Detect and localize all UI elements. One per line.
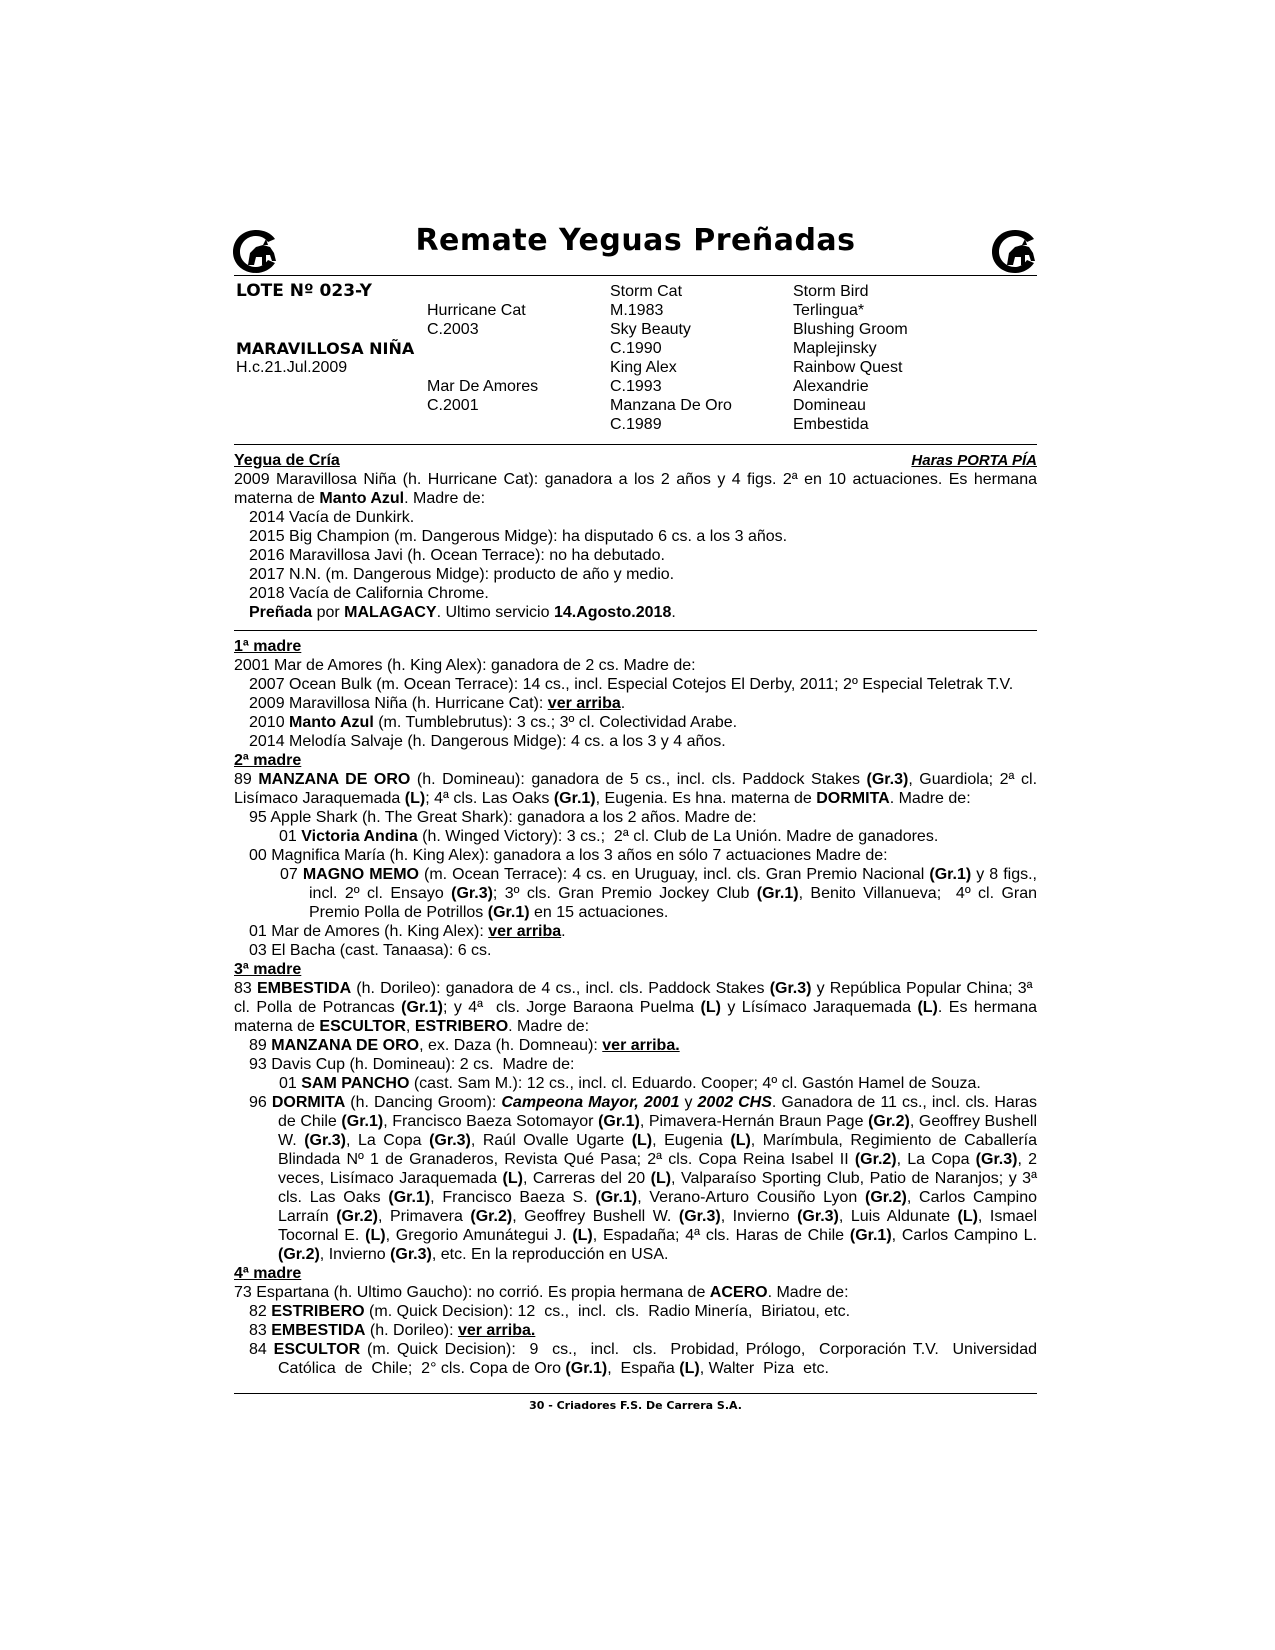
list-item: 2014 Vacía de Dunkirk.	[249, 509, 415, 526]
list-item: 2015 Big Champion (m. Dangerous Midge): ha disputado 6 cs. a los 3 años.	[249, 528, 788, 545]
sire-info: C.2003	[427, 321, 479, 338]
document-page	[234, 225, 1037, 1386]
section-heading: 2ª madre	[234, 752, 302, 769]
pedigree-entry: Rainbow Quest	[793, 359, 903, 376]
pedigree-entry: King Alex	[610, 359, 677, 376]
list-item: 89 MANZANA DE ORO, ex. Daza (h. Domneau): ver arriba.	[249, 1037, 680, 1054]
list-item: 03 El Bacha (cast. Tanaasa): 6 cs.	[249, 942, 492, 959]
dam-name: Mar De Amores	[427, 378, 539, 395]
list-item: 01 Victoria Andina (h. Winged Victory): 3 cs.; 2ª cl. Club de La Unión. Madre de ganadores.	[279, 828, 939, 845]
list-item: 2017 N.N. (m. Dangerous Midge): producto de año y medio.	[249, 566, 675, 583]
list-item: 2014 Melodía Salvaje (h. Dangerous Midge): 4 cs. a los 3 y 4 años.	[249, 733, 726, 750]
pedigree-entry: Storm Cat	[610, 283, 683, 300]
list-item: 2018 Vacía de California Chrome.	[249, 585, 489, 602]
yegua-de-cria-section	[234, 445, 1037, 631]
dam-info: C.2001	[427, 397, 479, 414]
section-heading: 3ª madre	[234, 961, 302, 978]
pedigree-entry: M.1983	[610, 302, 664, 319]
pedigree-entry: C.1990	[610, 340, 662, 357]
pedigree-entry: Sky Beauty	[610, 321, 691, 338]
pedigree-entry: C.1989	[610, 416, 662, 433]
list-item: 96 DORMITA (h. Dancing Groom): Campeona Mayor, 2001 y 2002 CHS. Ganadora de 11 cs., incl. cls. Haras de Chile (Gr.1), Francisco Baeza Sotomayor (Gr.1), Pimavera-Hernán Braun Page (Gr.2), Geoffrey Bushell W. (Gr.3), La Copa (Gr.3), Raúl Ovalle Ugarte (L), Eugenia (L), Marímbula, Regimiento de Caballería Blindada Nº 1 de Granaderos, Revista Qué Pasa; 2ª cls. Copa Reina Isabel II (Gr.2), La Copa (Gr.3), 2 veces, Lisímaco Jaraquemada (L), Carreras del 20 (L), Valparaíso Sporting Club, Patio de Naranjos; y 3ª cls. Las Oaks (Gr.1), Francisco Baeza S. (Gr.1), Verano-Arturo Cousiño Lyon (Gr.2), Carlos Campino Larraín (Gr.2), Primavera (Gr.2), Geoffrey Bushell W. (Gr.3), Invierno (Gr.3), Luis Aldunate (L), Ismael Tocornal E. (L), Gregorio Amunátegui J. (L), Espadaña; 4ª cls. Haras de Chile (Gr.1), Carlos Campino L. (Gr.2), Invierno (Gr.3), etc. En la reproducción en USA.	[249, 1094, 1038, 1263]
page-footer: 30 - Criadores F.S. De Carrera S.A.	[234, 1393, 1037, 1412]
paragraph: 73 Espartana (h. Ultimo Gaucho): no corrió. Es propia hermana de ACERO. Madre de:	[234, 1284, 849, 1301]
pedigree-entry: Manzana De Oro	[610, 397, 732, 414]
pedigree-entry: C.1993	[610, 378, 662, 395]
list-item: 83 EMBESTIDA (h. Dorileo): ver arriba.	[249, 1322, 536, 1339]
section-heading: 1ª madre	[234, 638, 302, 655]
section-heading: 4ª madre	[234, 1265, 302, 1282]
pedigree-entry: Storm Bird	[793, 283, 869, 300]
list-item: Preñada por MALAGACY. Ultimo servicio 14.Agosto.2018.	[249, 604, 676, 621]
list-item: 93 Davis Cup (h. Domineau): 2 cs. Madre de:	[249, 1056, 575, 1073]
list-item: 2010 Manto Azul (m. Tumblebrutus): 3 cs.; 3º cl. Colectividad Arabe.	[249, 714, 738, 731]
paragraph: 89 MANZANA DE ORO (h. Domineau): ganadora de 5 cs., incl. cls. Paddock Stakes (Gr.3), Guardiola; 2ª cl. Lisímaco Jaraquemada (L); 4ª cls. Las Oaks (Gr.1), Eugenia. Es hna. materna de DORMITA. Madre de:	[234, 771, 1038, 807]
pedigree-great-grandparents-column	[793, 282, 908, 434]
pedigree-grandparents-column	[610, 282, 732, 434]
pedigree-horse-column	[236, 282, 414, 377]
family-section	[234, 631, 1037, 1386]
horse-info: H.c.21.Jul.2009	[236, 359, 348, 376]
pedigree-entry: Embestida	[793, 416, 869, 433]
list-item: 01 Mar de Amores (h. King Alex): ver arriba.	[249, 923, 566, 940]
pedigree-entry: Domineau	[793, 397, 866, 414]
pedigree-table	[234, 276, 1037, 445]
list-item: 84 ESCULTOR (m. Quick Decision): 9 cs., incl. cls. Probidad, Prólogo, Corporación T.V. Universidad Católica de Chile; 2° cls. Copa de Oro (Gr.1), España (L), Walter Piza etc.	[249, 1341, 1037, 1377]
haras-name: Haras PORTA PÍA	[911, 452, 1037, 469]
page-title: Remate Yeguas Preñadas	[415, 223, 856, 258]
pedigree-entry: Maplejinsky	[793, 340, 877, 357]
list-item: 2009 Maravillosa Niña (h. Hurricane Cat): ver arriba.	[249, 695, 626, 712]
lote-number: LOTE Nº 023-Y	[236, 281, 372, 301]
horse-name: MARAVILLOSA NIÑA	[236, 339, 415, 358]
sire-name: Hurricane Cat	[427, 302, 526, 319]
list-item: 2016 Maravillosa Javi (h. Ocean Terrace): no ha debutado.	[249, 547, 665, 564]
section-title: Yegua de Cría	[234, 452, 340, 469]
pedigree-entry: Terlingua*	[793, 302, 865, 319]
pedigree-parents-column	[427, 282, 538, 415]
list-item: 01 SAM PANCHO (cast. Sam M.): 12 cs., incl. cl. Eduardo. Cooper; 4º cl. Gastón Hamel de Souza.	[279, 1075, 981, 1092]
pedigree-entry: Alexandrie	[793, 378, 869, 395]
horse-logo-icon	[989, 227, 1041, 275]
pedigree-entry: Blushing Groom	[793, 321, 908, 338]
section-heading	[234, 451, 1037, 470]
list-item: 2007 Ocean Bulk (m. Ocean Terrace): 14 cs., incl. Especial Cotejos El Derby, 2011; 2º Especial Teletrak T.V.	[249, 676, 1014, 693]
list-item: 00 Magnifica María (h. King Alex): ganadora a los 3 años en sólo 7 actuaciones Madre de:	[249, 847, 888, 864]
page-header	[234, 225, 1037, 276]
list-item: 07 MAGNO MEMO (m. Ocean Terrace): 4 cs. en Uruguay, incl. cls. Gran Premio Nacional (Gr.1) y 8 figs., incl. 2º cl. Ensayo (Gr.3); 3º cls. Gran Premio Jockey Club (Gr.1), Benito Villanueva; 4º cl. Gran Premio Polla de Potrillos (Gr.1) en 15 actuaciones.	[280, 866, 1038, 921]
list-item: 95 Apple Shark (h. The Great Shark): ganadora a los 2 años. Madre de:	[249, 809, 757, 826]
paragraph: 2001 Mar de Amores (h. King Alex): ganadora de 2 cs. Madre de:	[234, 657, 696, 674]
paragraph: 83 EMBESTIDA (h. Dorileo): ganadora de 4 cs., incl. cls. Paddock Stakes (Gr.3) y República Popular China; 3ª cl. Polla de Potrancas (Gr.1); y 4ª cls. Jorge Baraona Puelma (L) y Lísímaco Jaraquemada (L). Es hermana materna de ESCULTOR, ESTRIBERO. Madre de:	[234, 980, 1038, 1035]
paragraph: 2009 Maravillosa Niña (h. Hurricane Cat): ganadora a los 2 años y 4 figs. 2ª en 10 actuaciones. Es hermana materna de Manto Azul. Madre de:	[234, 471, 1037, 507]
list-item: 82 ESTRIBERO (m. Quick Decision): 12 cs., incl. cls. Radio Minería, Biriatou, etc.	[249, 1303, 851, 1320]
